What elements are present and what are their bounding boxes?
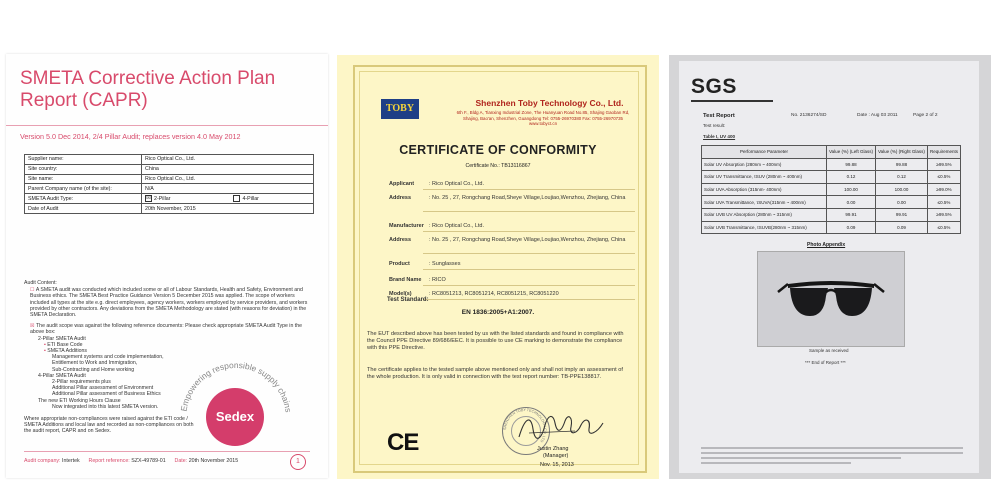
table-cell: 99.91	[875, 208, 927, 221]
fine-print-line	[701, 452, 963, 454]
signer-role: (Manager)	[543, 453, 569, 459]
table-header-row	[702, 146, 961, 159]
audit-type-option: 2-Pillar	[154, 196, 171, 203]
list-item-text: 4-Pillar SMETA Audit	[38, 372, 86, 379]
row-label: Supplier name:	[25, 155, 142, 165]
table-cell: ≤0.5%	[927, 171, 960, 184]
certificate-number: Certificate No.: TB13116867	[465, 163, 531, 169]
row-label: Site country:	[25, 164, 142, 174]
field-underline	[423, 253, 635, 254]
closing-text: Where appropriate non-compliances were raised against the ETI code / SMETA Additions and local law and recorded as non-compliances on both the audit report, CAPR and on Sedex.	[24, 416, 194, 435]
list-item-text: Now integrated into this latest SMETA version.	[52, 403, 159, 410]
table-cell: 0.12	[875, 171, 927, 184]
report-page: Page 2 of 2	[913, 113, 938, 118]
table-row	[25, 155, 314, 165]
ce-mark: CE	[387, 429, 419, 456]
row-value: N/A	[142, 184, 314, 194]
audit-type-option: 4-Pillar	[242, 196, 259, 203]
table-cell: 100.00	[875, 183, 927, 196]
table-row	[702, 196, 961, 209]
bullet-icon: ▪	[44, 341, 48, 348]
compliance-statement: The EUT described above has been tested by us with the listed standards and found in compliance with the Council PPE Directive 89/686/EEC. It is possible to use CE marking to demonstrate the compliance with this PPE Directive.	[367, 331, 624, 352]
audit-content-paragraph	[24, 287, 309, 318]
sunglasses-image	[758, 252, 904, 346]
table-cell: Solar UVB UV Absorption (280nm ~ 315nm)	[702, 208, 827, 221]
row-value: Rico Optical Co., Ltd.	[142, 174, 314, 184]
field-value: : Rico Optical Co., Ltd.	[429, 223, 485, 229]
supplier-info-table	[24, 154, 314, 214]
field-underline	[423, 189, 635, 190]
table-cell: Solar UV Absorption (280nm ~ 400nm)	[702, 158, 827, 171]
table-row	[25, 174, 314, 184]
footer-ref-label: Report reference:	[88, 458, 130, 464]
seal-text: SHENZHEN TOBY TECHNOLOGY CO. LTD	[502, 407, 548, 444]
column-header: Requirements	[927, 146, 960, 159]
table-cell: ≥99.0%	[927, 183, 960, 196]
footer-divider	[24, 451, 310, 452]
field-label: Product	[389, 261, 410, 267]
sedex-logo: Sedex	[206, 388, 264, 446]
field-underline	[423, 269, 635, 270]
certificate-inner-border	[359, 71, 639, 465]
column-header: Value (%) (Left Glass)	[827, 146, 876, 159]
column-header: Performance Parameter	[702, 146, 827, 159]
table-row	[702, 221, 961, 234]
certificate-title: CERTIFICATE OF CONFORMITY	[399, 143, 597, 157]
table-cell: Solar UVB Transmittance, τSUVB(280nm ~ 315nm)	[702, 221, 827, 234]
fine-print-line	[701, 457, 901, 459]
footer-date-label: Date:	[174, 458, 188, 464]
audit-scope-text: The audit scope was against the following reference documents: Please check appropriate SMETA Audit Type in the above box:	[30, 323, 302, 336]
fine-print-line	[701, 462, 851, 464]
table-cell: ≥99.5%	[927, 158, 960, 171]
signer-name: Justin Zhang	[537, 446, 569, 452]
field-value: : No. 25 , 27, Rongchang Road,Sheye Village,Loujiao,Wenzhou, Zhejiang, China	[429, 237, 626, 243]
logo-underline	[691, 100, 773, 102]
field-value: : No. 25 , 27, Rongchang Road,Sheye Village,Loujiao,Wenzhou, Zhejiang, China	[429, 195, 626, 201]
audit-content-text: A SMETA audit was conducted which included some or all of Labour Standards, Health and Safety, Environment and Business ethics. The SMETA Best Practice Guidance Version 5 December 2015 was applied. The scope of workers included all types at the site e.g. direct employees, agency workers, workers employed by service providers, and workers provided by other contractors. Any deviations from the SMETA Methodology are stated (with reasons for deviation) in the SMETA Declaration.	[30, 287, 308, 319]
toby-logo: TOBY	[381, 99, 419, 119]
table-row	[25, 194, 314, 204]
issuer-address: 6th F., Bldg A, Tianxing Industrial Zone, The Huanyuan Road No.85, Shajing Gaoban Rd, Shajing, Bao'an, Shenzhen, Guangdong Tel: 0755-26970380 Fax: 0755-26970735 www.tobyct.cn	[456, 110, 630, 126]
smeta-report-page	[6, 54, 328, 478]
test-standard: EN 1836:2005+A1:2007.	[461, 309, 535, 316]
table-cell: 99.88	[875, 158, 927, 171]
field-value: : RC8051213, RC8051214, RC8051215, RC8051220	[429, 291, 559, 297]
table-cell: 99.88	[827, 158, 876, 171]
table-cell: Solar UV Transmittance, τSUV (280nm ~ 400nm)	[702, 171, 827, 184]
table-cell: Solar UVA Transmittance, τSUVA(315nm ~ 400nm)	[702, 196, 827, 209]
ce-certificate-page	[337, 55, 659, 479]
table-cell: 0.00	[827, 196, 876, 209]
table-title: Table I, UV 400	[703, 134, 736, 139]
table-row	[702, 158, 961, 171]
footer-ref: SZX-49789-01	[131, 458, 166, 464]
checkbox-2-pillar: ☒	[146, 195, 151, 202]
list-item-text: SMETA Additions	[47, 348, 87, 355]
table-cell: Solar UVA Absorption (315nm- 400nm)	[702, 183, 827, 196]
smeta-title: SMETA Corrective Action Plan Report (CAPR)	[20, 68, 276, 111]
audit-content-heading: Audit Content:	[24, 280, 57, 286]
title-divider	[6, 125, 328, 126]
field-underline	[423, 285, 635, 286]
table-cell: 0.09	[827, 221, 876, 234]
list-item-text: Additional Pillar assessment of Environment	[52, 385, 154, 392]
smeta-footer	[24, 458, 324, 464]
column-header: Value (%) (Right Glass)	[875, 146, 927, 159]
sgs-logo: SGS	[691, 75, 737, 98]
list-item-text: Additional Pillar assessment of Business Ethics	[52, 391, 161, 398]
row-label: Parent Company name (of the site):	[25, 184, 142, 194]
table-cell: 0.09	[875, 221, 927, 234]
sgs-report-page	[669, 55, 991, 479]
row-label: Date of Audit	[25, 204, 142, 214]
footer-company: Intertek	[62, 458, 80, 464]
fine-print-line	[701, 447, 963, 449]
uv-results-table	[701, 145, 961, 234]
list-item-text: ETI Base Code	[47, 341, 83, 348]
checkbox-4-pillar	[233, 195, 240, 202]
field-underline	[423, 299, 635, 300]
table-cell: 99.91	[827, 208, 876, 221]
sign-date: Nov. 15, 2013	[540, 462, 574, 468]
row-label: Site name:	[25, 174, 142, 184]
field-value: : Sunglasses	[429, 261, 461, 267]
field-value: : Rico Optical Co., Ltd.	[429, 181, 485, 187]
footer-date: 20th November 2015	[188, 458, 239, 464]
list-item-text: The new ETI Working Hours Clause	[38, 397, 121, 404]
audit-scope-paragraph	[24, 323, 309, 335]
photo-appendix-heading: Photo Appendix	[807, 242, 846, 248]
field-label: Applicant	[389, 181, 415, 187]
list-item-text: 2-Pillar SMETA Audit	[38, 335, 86, 342]
field-label: Address	[389, 195, 412, 201]
validity-statement: The certificate applies to the tested sample above mentioned only and shall not imply an assessment of the whole production. It is only valid in connection with the test report number: TB-PPE138817.	[367, 367, 623, 381]
table-cell: 0.12	[827, 171, 876, 184]
issuer-name: Shenzhen Toby Technology Co., Ltd.	[475, 98, 624, 108]
smeta-subtitle: Version 5.0 Dec 2014, 2/4 Pillar Audit; replaces version 4.0 May 2012	[20, 132, 241, 141]
table-cell: ≤0.5%	[927, 221, 960, 234]
list-item-text: Sub-Contracting and Home working	[52, 366, 135, 373]
table-cell: ≥99.5%	[927, 208, 960, 221]
table-cell: 100.00	[827, 183, 876, 196]
list-item-text: 2-Pillar requirements plus	[52, 379, 111, 386]
table-body	[702, 158, 961, 234]
page-number: 1	[290, 454, 306, 470]
field-label: Address	[389, 237, 412, 243]
report-title: Test Report	[703, 113, 735, 119]
table-row	[702, 183, 961, 196]
report-date: Date : Aug 03 2011	[857, 113, 898, 118]
bullet-icon: ☒	[30, 323, 35, 330]
end-of-report: *** End of Report ***	[805, 360, 846, 365]
field-label: Brand Name	[389, 277, 422, 283]
sample-caption: Sample as received	[809, 348, 849, 353]
report-number: No. 2136274/SD	[791, 113, 827, 118]
list-item-text: Entitlement to Work and Immigration,	[52, 360, 138, 367]
table-cell: 0.00	[875, 196, 927, 209]
test-standard-label: Test Standard:	[387, 297, 429, 303]
bullet-icon: ☐	[30, 287, 35, 294]
sedex-tagline: Empowering responsible supply chains	[178, 359, 294, 413]
table-row	[25, 204, 314, 214]
row-value: China	[142, 164, 314, 174]
bullet-icon: ▪	[44, 348, 48, 355]
field-label: Model(s)	[389, 291, 412, 297]
sample-photo	[757, 251, 905, 347]
table-row	[702, 208, 961, 221]
table-cell: ≤0.5%	[927, 196, 960, 209]
signature	[515, 407, 607, 447]
table-row	[25, 164, 314, 174]
row-value: 20th November, 2015	[142, 204, 314, 214]
row-value: Rico Optical Co., Ltd.	[142, 155, 314, 165]
test-result-label: Test result:	[703, 123, 726, 128]
table-row	[702, 171, 961, 184]
field-underline	[423, 231, 635, 232]
table-row	[25, 184, 314, 194]
field-underline	[423, 211, 635, 212]
row-label: SMETA Audit Type:	[25, 194, 142, 204]
audit-type-cell	[142, 194, 314, 204]
field-label: Manufacturer	[389, 223, 424, 229]
field-value: : RICO	[429, 277, 446, 283]
list-item-text: Management systems and code implementation,	[52, 354, 164, 361]
footer-company-label: Audit company:	[24, 458, 61, 464]
